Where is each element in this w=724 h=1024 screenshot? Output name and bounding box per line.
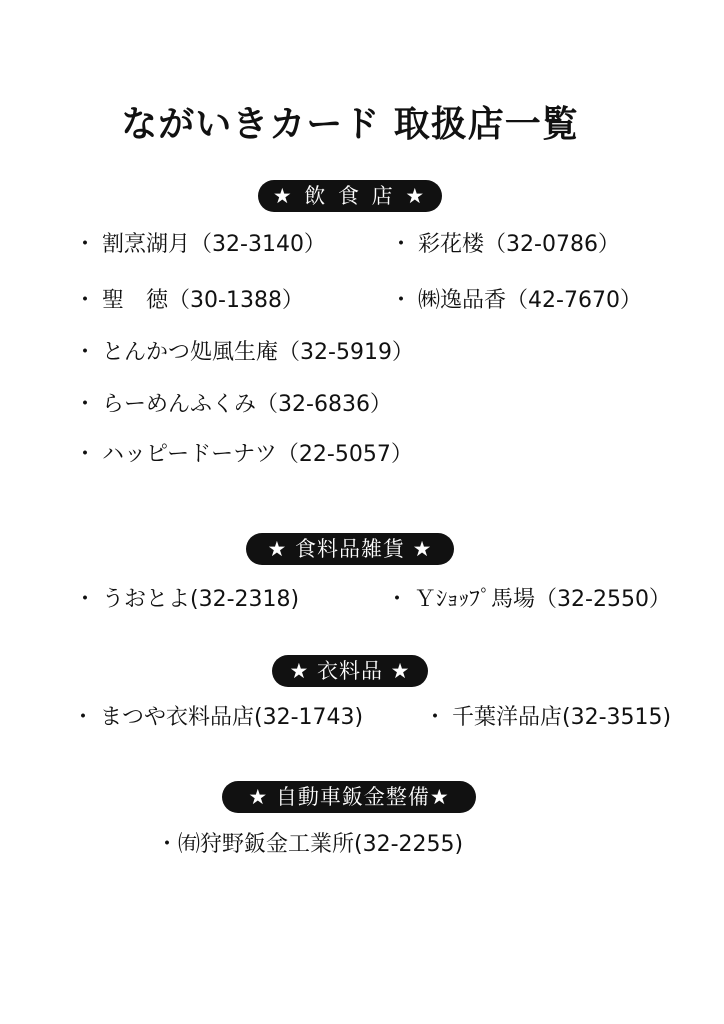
store-name: 聖 徳（30-1388） bbox=[102, 288, 304, 313]
bullet: ・ bbox=[390, 288, 413, 313]
store-name: 割烹湖月（32-3140） bbox=[102, 232, 326, 257]
list-item bbox=[386, 585, 671, 615]
bullet: ・ bbox=[74, 442, 97, 467]
list-item bbox=[74, 230, 326, 260]
list-item bbox=[74, 440, 413, 470]
list-item bbox=[74, 338, 414, 368]
store-name: まつや衣料品店(32-1743) bbox=[100, 705, 364, 730]
section-heading-clothing: ★ 衣料品 ★ bbox=[272, 655, 428, 687]
bullet: ・ bbox=[72, 705, 95, 730]
store-name: らーめんふくみ（32-6836） bbox=[102, 392, 392, 417]
bullet: ・ bbox=[74, 392, 97, 417]
store-name: 千葉洋品店(32-3515) bbox=[452, 705, 672, 730]
section-heading-restaurants: ★ 飲 食 店 ★ bbox=[258, 180, 442, 212]
list-item bbox=[72, 703, 363, 733]
bullet: ・ bbox=[74, 340, 97, 365]
section-heading-auto-body: ★ 自動車鈑金整備★ bbox=[222, 781, 476, 813]
store-name: とんかつ処風生庵（32-5919） bbox=[102, 340, 414, 365]
store-name: ハッピードーナツ（22-5057） bbox=[102, 442, 413, 467]
store-name: Ｙｼｮｯﾌﾟ馬場（32-2550） bbox=[414, 587, 671, 612]
list-item bbox=[424, 703, 671, 733]
bullet: ・ bbox=[156, 832, 179, 857]
list-item bbox=[74, 286, 304, 316]
bullet: ・ bbox=[74, 232, 97, 257]
list-item bbox=[390, 286, 642, 316]
store-name: 彩花楼（32-0786） bbox=[418, 232, 620, 257]
bullet: ・ bbox=[390, 232, 413, 257]
bullet: ・ bbox=[424, 705, 447, 730]
bullet: ・ bbox=[74, 587, 97, 612]
store-name: ㈱逸品香（42-7670） bbox=[418, 288, 642, 313]
list-item bbox=[156, 830, 463, 860]
page-title: ながいきカード 取扱店一覧 bbox=[121, 104, 579, 145]
list-item bbox=[74, 390, 392, 420]
list-item bbox=[390, 230, 620, 260]
section-heading-groceries: ★ 食料品雑貨 ★ bbox=[246, 533, 454, 565]
bullet: ・ bbox=[74, 288, 97, 313]
store-name: うおとよ(32-2318) bbox=[102, 587, 300, 612]
store-name: ㈲狩野鈑金工業所(32-2255) bbox=[178, 832, 464, 857]
bullet: ・ bbox=[386, 587, 409, 612]
list-item bbox=[74, 585, 299, 615]
